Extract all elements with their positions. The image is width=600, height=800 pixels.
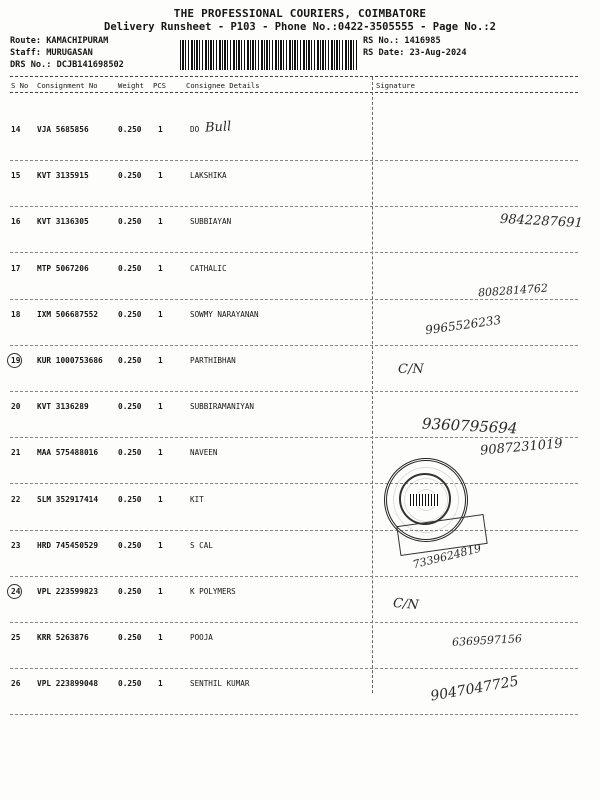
row-sno: 17 <box>11 263 21 273</box>
row-separator <box>10 576 578 577</box>
row-pcs: 1 <box>158 540 163 550</box>
row-consignment-no: KRR 5263876 <box>37 633 89 643</box>
stamp-barcode <box>410 494 438 506</box>
row-consignee-name: SUBBIRAMANIYAN <box>190 402 255 412</box>
handwritten-note: C/N <box>392 595 420 614</box>
col-weight: Weight <box>118 81 144 90</box>
row-separator <box>10 714 578 715</box>
rs-date-value: 23-Aug-2024 <box>409 48 467 58</box>
handwritten-note: 7339624819 <box>411 541 483 572</box>
handwritten-note: 8082814762 <box>477 281 549 300</box>
row-pcs: 1 <box>158 402 163 412</box>
handwritten-note: 9047047725 <box>429 673 520 706</box>
drs-value: DCJB141698502 <box>56 60 124 70</box>
rs-no-value: 1416985 <box>404 36 441 46</box>
table-row <box>0 356 600 402</box>
route-value: KAMACHIPURAM <box>46 36 109 46</box>
row-consignee-name: S CAL <box>190 540 213 550</box>
handwritten-note: 9087231019 <box>479 436 564 459</box>
row-consignee-name: SENTHIL KUMAR <box>190 679 250 689</box>
row-separator <box>10 299 578 300</box>
sno-circle-mark <box>7 353 22 368</box>
row-weight: 0.250 <box>118 356 142 365</box>
row-sno: 26 <box>11 679 21 689</box>
row-weight: 0.250 <box>118 633 142 643</box>
row-weight: 0.250 <box>118 587 142 596</box>
row-consignee-name: CATHALIC <box>190 263 227 273</box>
handwritten-note: 9842287691 <box>499 212 584 232</box>
table-row <box>0 436 600 494</box>
row-sno: 23 <box>11 540 21 550</box>
row-pcs: 1 <box>158 171 163 181</box>
row-weight: 0.250 <box>118 171 142 181</box>
row-sno: 22 <box>11 494 21 504</box>
drs-label: DRS No.: <box>10 60 52 70</box>
row-consignment-no: HRD 745450529 <box>37 540 99 550</box>
route-label: Route: <box>10 36 42 46</box>
row-weight: 0.250 <box>118 263 142 273</box>
row-separator <box>10 252 578 253</box>
row-separator <box>10 668 578 669</box>
row-consignee-name: KIT <box>190 494 204 504</box>
row-weight: 0.250 <box>118 540 142 550</box>
row-weight: 0.250 <box>118 494 142 504</box>
row-weight: 0.250 <box>118 125 142 134</box>
runsheet-subtitle: Delivery Runsheet - P103 - Phone No.:0422-3505555 - Page No.:2 <box>104 21 496 33</box>
col-consignee: Consignee Details <box>186 81 260 90</box>
row-consignment-no: KUR 1000753686 <box>37 356 103 365</box>
row-pcs: 1 <box>158 356 163 365</box>
row-separator <box>10 483 578 484</box>
table-row <box>0 587 600 633</box>
row-sno: 20 <box>11 402 21 412</box>
col-sno: S No <box>11 81 29 90</box>
row-consignment-no: VPL 223899048 <box>37 679 99 689</box>
table-row <box>0 541 600 587</box>
row-consignment-no: KVT 3136289 <box>37 402 89 412</box>
col-consignment: Consignment No <box>37 81 98 90</box>
row-pcs: 1 <box>158 494 163 504</box>
row-separator <box>10 206 578 207</box>
row-sno: 16 <box>11 217 21 227</box>
handwritten-note: Bull <box>204 119 232 136</box>
row-weight: 0.250 <box>118 217 142 227</box>
route-info <box>10 35 124 71</box>
handwritten-note: 6369597156 <box>451 632 523 650</box>
row-separator <box>10 160 578 161</box>
row-sno: 25 <box>11 633 21 643</box>
row-consignment-no: IXM 506687552 <box>37 309 99 319</box>
row-pcs: 1 <box>158 125 163 134</box>
row-pcs: 1 <box>158 309 163 319</box>
row-pcs: 1 <box>158 217 163 227</box>
table-header-rule <box>10 92 578 93</box>
row-pcs: 1 <box>158 679 163 689</box>
row-consignee-name: LAKSHIKA <box>190 171 227 181</box>
row-sno: 14 <box>11 125 21 134</box>
row-pcs: 1 <box>158 448 163 458</box>
row-separator <box>10 437 578 438</box>
row-consignment-no: KVT 3135915 <box>37 171 89 181</box>
table-row <box>0 171 600 217</box>
row-pcs: 1 <box>158 633 163 643</box>
handwritten-note: C/N <box>398 362 424 377</box>
barcode <box>180 40 358 70</box>
row-pcs: 1 <box>158 587 163 596</box>
staff-value: MURUGASAN <box>46 48 93 58</box>
table-row <box>0 119 600 171</box>
rs-date-label: RS Date: <box>363 48 405 58</box>
row-consignee-name: SUBBIAYAN <box>190 217 232 227</box>
table-row <box>0 673 600 725</box>
row-sno: 21 <box>11 448 21 458</box>
staff-label: Staff: <box>10 48 42 58</box>
row-pcs: 1 <box>158 263 163 273</box>
row-consignee-name: SOWMY NARAYANAN <box>190 309 259 319</box>
row-consignee-name: DO <box>190 125 200 134</box>
table-row <box>0 212 600 263</box>
row-consignee-name: POOJA <box>190 633 213 643</box>
col-signature: Signature <box>376 81 415 90</box>
row-separator <box>10 622 578 623</box>
handwritten-note: 9965526233 <box>424 312 502 338</box>
table-row <box>0 264 600 310</box>
table-top-rule <box>10 76 578 77</box>
row-consignee-name: PARTHIBHAN <box>190 356 236 365</box>
row-consignment-no: SLM 352917414 <box>37 494 99 504</box>
row-separator <box>10 391 578 392</box>
row-consignment-no: KVT 3136305 <box>37 217 89 227</box>
table-row <box>0 633 600 679</box>
row-weight: 0.250 <box>118 309 142 319</box>
row-consignment-no: MAA 575488016 <box>37 448 99 458</box>
row-sno: 18 <box>11 309 21 319</box>
col-pcs: PCS <box>153 81 166 90</box>
row-separator <box>10 530 578 531</box>
table-row <box>0 310 600 356</box>
row-sno: 15 <box>11 171 21 181</box>
row-weight: 0.250 <box>118 448 142 458</box>
rs-no-label: RS No.: <box>363 36 400 46</box>
company-title: THE PROFESSIONAL COURIERS, COIMBATORE <box>173 7 427 20</box>
row-consignment-no: VJA 5685856 <box>37 125 89 134</box>
row-sno: 24 <box>11 587 21 596</box>
row-separator <box>10 345 578 346</box>
row-sno: 19 <box>11 356 21 365</box>
row-consignee-name: K POLYMERS <box>190 587 236 596</box>
row-consignment-no: MTP 5067206 <box>37 263 89 273</box>
rs-info <box>363 35 467 59</box>
sno-circle-mark <box>7 584 22 599</box>
handwritten-note: 9360795694 <box>421 414 518 438</box>
table-row <box>0 495 600 541</box>
row-weight: 0.250 <box>118 679 142 689</box>
row-weight: 0.250 <box>118 402 142 412</box>
row-consignment-no: VPL 223599823 <box>37 587 99 596</box>
row-consignee-name: NAVEEN <box>190 448 218 458</box>
